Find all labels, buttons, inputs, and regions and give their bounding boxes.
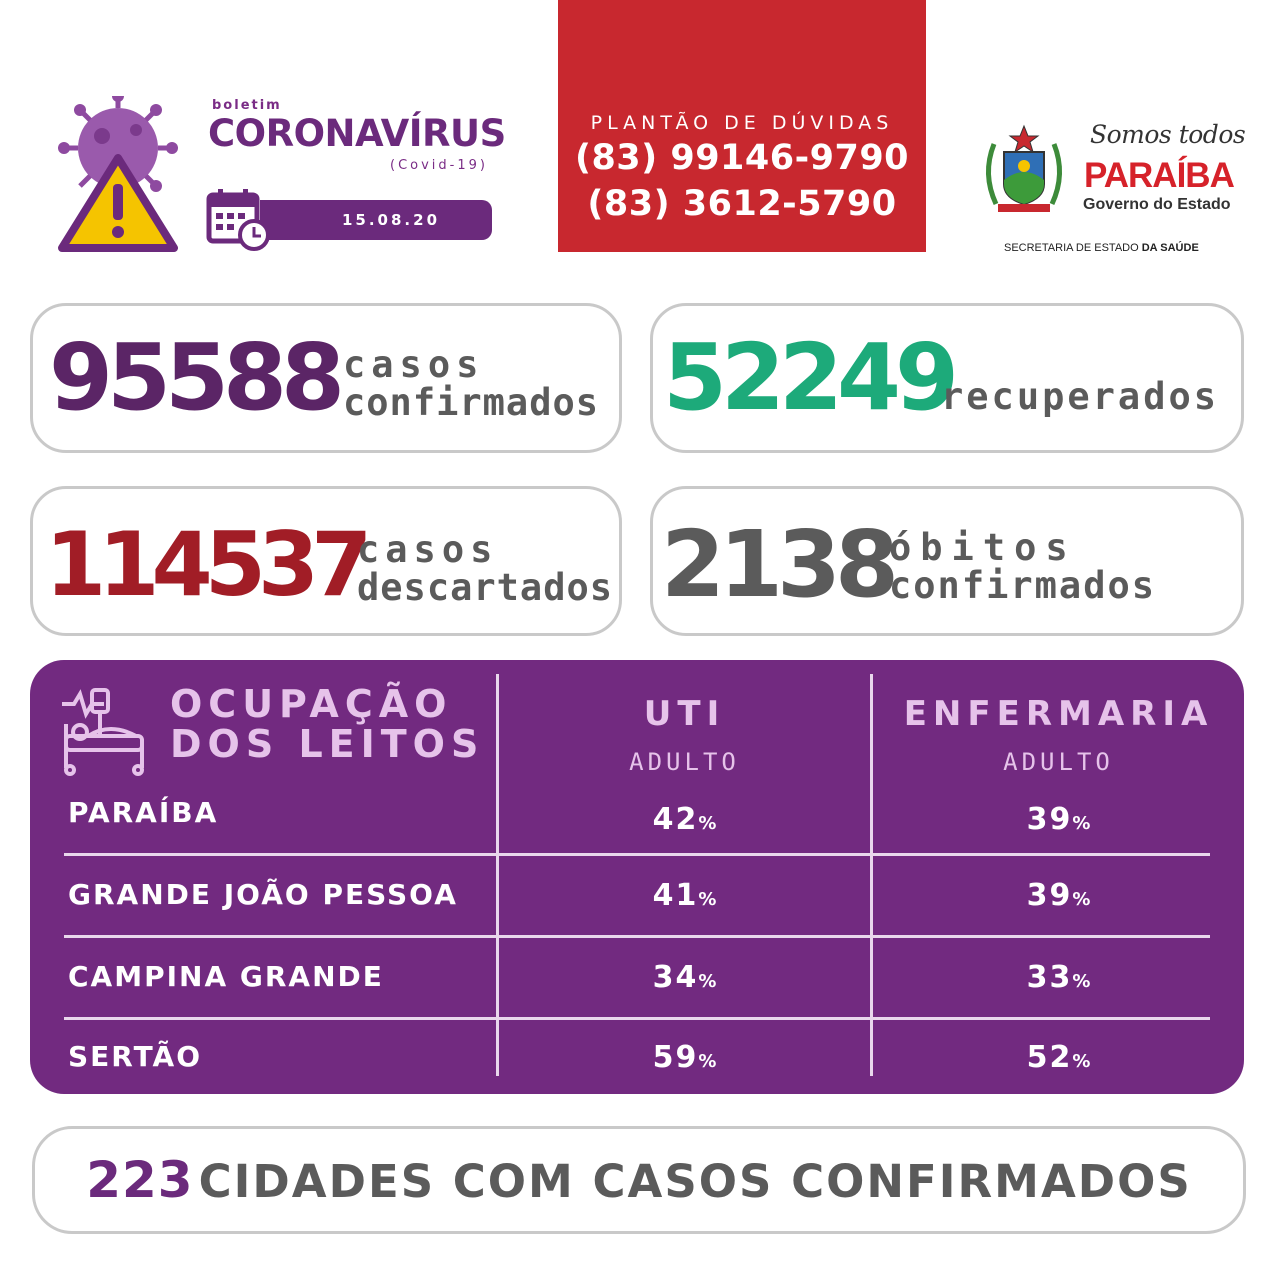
uti-column-header [499,694,870,776]
secretaria-label [1004,242,1199,254]
enfermaria-header-sub: ADULTO [1003,748,1114,776]
gov-label: Governo do Estado [1083,196,1231,213]
deaths-label-2: confirmados [889,564,1157,607]
uti-header-sub: ADULTO [629,748,740,776]
bulletin-subtitle: (Covid-19) [390,158,488,173]
row-divider [64,935,1210,938]
help-line-panel [558,0,926,252]
bulletin-date: 15.08.20 [341,211,441,229]
discarded-cases-card [30,486,622,636]
bed-occupancy-title-1: OCUPAÇÃO [170,682,453,726]
bed-occupancy-title-2: DOS LEITOS [170,722,485,766]
boletim-label: boletim [212,98,282,113]
recovered-label: recuperados [941,375,1220,418]
enf-pct [873,1040,1244,1075]
uti-pct [499,878,870,913]
help-phone-2[interactable]: (83) 3612-5790 [587,184,897,224]
uti-pct [499,802,870,837]
bulletin-title: CORONAVÍRUS [208,112,506,155]
region-name: CAMPINA GRANDE [68,960,384,993]
recovered-value: 52249 [663,324,954,431]
bed-occupancy-title [170,684,484,764]
help-phone-1[interactable]: (83) 99146-9790 [574,138,910,178]
hospital-bed-icon [60,688,148,776]
pct-symbol: % [698,971,717,992]
enf-pct-value: 52 [1026,1040,1073,1075]
discarded-cases-label-2: descartados [357,566,614,609]
enf-pct-value: 39 [1026,802,1073,837]
uti-pct-value: 59 [652,1040,699,1075]
confirmed-cases-label-1: casos [343,343,485,386]
uti-pct [499,960,870,995]
pct-symbol: % [1072,971,1091,992]
pct-symbol: % [698,813,717,834]
secretaria-prefix: SECRETARIA DE ESTADO [1004,242,1142,254]
confirmed-cases-value: 95588 [49,324,340,431]
enf-pct [873,878,1244,913]
confirmed-cases-label-2: confirmados [343,381,600,424]
deaths-value: 2138 [661,511,894,618]
row-divider [64,853,1210,856]
state-crest-icon [976,124,1072,220]
enf-pct [873,802,1244,837]
region-name: PARAÍBA [68,796,219,829]
cities-card [32,1126,1246,1234]
bed-occupancy-panel [30,660,1244,1094]
enfermaria-column-header [873,694,1244,776]
calendar-clock-icon [206,187,272,253]
enfermaria-header-title: ENFERMARIA [903,694,1214,734]
date-bar [260,200,492,240]
secretaria-bold: DA SAÚDE [1141,242,1199,254]
cities-text: CIDADES COM CASOS CONFIRMADOS [198,1155,1192,1208]
enf-pct-value: 39 [1026,878,1073,913]
discarded-cases-value: 114537 [45,513,365,616]
help-line-title: PLANTÃO DE DÚVIDAS [590,112,894,134]
enf-pct [873,960,1244,995]
pct-symbol: % [698,889,717,910]
uti-header-title: UTI [643,694,726,734]
pct-symbol: % [1072,1051,1091,1072]
enf-pct-value: 33 [1026,960,1073,995]
pct-symbol: % [1072,889,1091,910]
pct-symbol: % [698,1051,717,1072]
uti-pct-value: 42 [652,802,699,837]
cities-count: 223 [86,1151,194,1209]
gov-tagline: Somos todos [1090,120,1246,149]
region-name: SERTÃO [68,1040,202,1073]
confirmed-cases-card [30,303,622,453]
pct-symbol: % [1072,813,1091,834]
row-divider [64,1017,1210,1020]
deaths-card [650,486,1244,636]
uti-pct [499,1040,870,1075]
deaths-label-1: óbitos [889,526,1077,569]
uti-pct-value: 41 [652,878,699,913]
gov-state-name: PARAÍBA [1084,156,1234,195]
recovered-card [650,303,1244,453]
uti-pct-value: 34 [652,960,699,995]
virus-warning-icon [56,96,186,256]
region-name: GRANDE JOÃO PESSOA [68,878,458,911]
discarded-cases-label-1: casos [357,528,499,571]
